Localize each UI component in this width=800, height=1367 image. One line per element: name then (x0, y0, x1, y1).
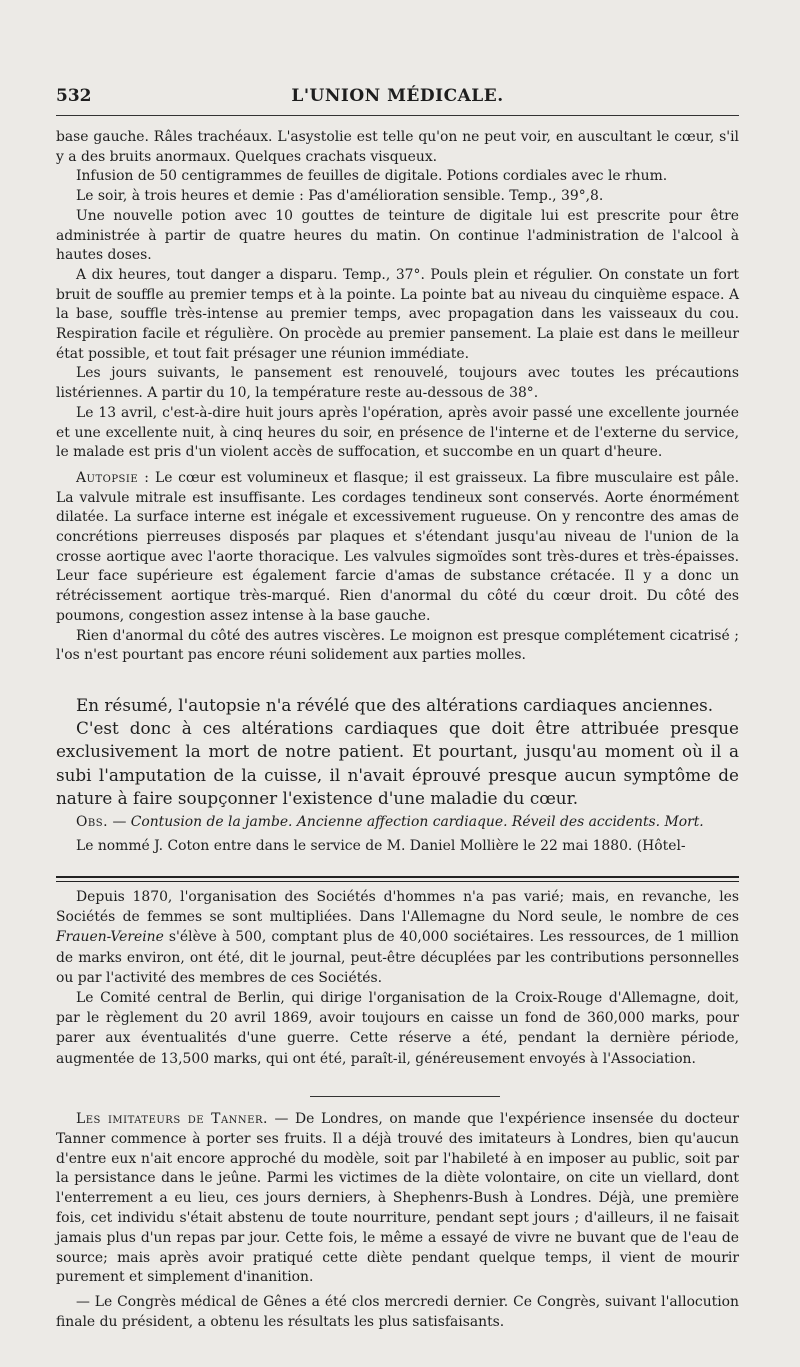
paragraph: A dix heures, tout danger a disparu. Temp., 37°. Pouls plein et régulier. On constate un fort bruit de souffle au premier temps et à la pointe. La pointe bat au niveau du cinquième espace. A la base, souffle très-intense au premier temps, avec propagation dans les vaisseaux du cou. Respiration facile et régulière. On procède au premier pansement. La plaie est dans le meilleur état possible, et tout fait présager une réunion immédiate. (56, 266, 739, 362)
paragraph: Une nouvelle potion avec 10 gouttes de teinture de digitale lui est prescrite pour être administrée à partir de quatre heures du matin. On continue l'administration de l'alcool à hautes doses. (56, 207, 739, 264)
text-span: Depuis 1870, l'organisation des Sociétés d'hommes n'a pas varié; mais, en revanche, les Sociétés de femmes se sont multipliées. Dans l'Allemagne du Nord seule, le nombre de ces (56, 889, 739, 926)
observation-heading (56, 813, 739, 833)
header-rule (56, 115, 739, 116)
paragraph: base gauche. Râles trachéaux. L'asystolie est telle qu'on ne peut voir, en auscultant le cœur, s'il y a des bruits anormaux. Quelques crachats visqueux. (56, 129, 739, 165)
news-text: — De Londres, on mande que l'expérience insensée du docteur Tanner commence à porter ses fruits. Il a déjà trouvé des imitateurs à Londres, bien qu'aucun d'entre eux n'ait encore approché du modèle, soit par l'habileté à en imposer au public, soit par la persistance dans le jeûne. Parmi les victimes de la diète volontaire, on cite un viellard, dont l'enterrement a eu lieu, ces jours derniers, à Shephenrs-Bush à Londres. Déjà, une première fois, cet individu s'était abstenu de toute nourriture, pendant sept jours ; d'ailleurs, il ne faisait jamais plus d'un repas par jour. Cette fois, le même a essayé de vivre ne buvant que de l'eau de source; mais après avoir pratiqué cette diète pendant quelque temps, il vient de mourir purement et simplement d'inanition. (56, 1111, 739, 1286)
news-paragraph: — Le Congrès médical de Gênes a été clos mercredi dernier. Ce Congrès, suivant l'allocution finale du président, a obtenu les résultats les plus satisfaisants. (56, 1294, 739, 1330)
news-paragraph (56, 1110, 739, 1288)
news-label: Les imitateurs de Tanner. (76, 1111, 268, 1127)
observation (56, 813, 739, 856)
summary-paragraph: En résumé, l'autopsie n'a révélé que des altérations cardiaques anciennes. (76, 695, 714, 715)
autopsy-label: Autopsie : (76, 469, 150, 486)
summary-paragraph: C'est donc à ces altérations cardiaques que doit être attribuée presque exclusivement la mort de notre patient. Et pourtant, jusqu'au moment où il a subi l'amputation de la cuisse, il n'avait éprouvé presque aucun symptôme de nature à faire soupçonner l'existence d'une maladie du cœur. (56, 718, 739, 808)
feuilleton-paragraph: Le Comité central de Berlin, qui dirige l'organisation de la Croix-Rouge d'Allemagne, doit, par le règlement du 20 avril 1869, avoir toujours en caisse un fond de 360,000 marks, pour parer aux éventualités d'une guerre. Cette réserve a été, pendant la dernière période, augmentée de 13,500 marks, qui ont été, paraît-il, généreusement envoyés à l'Association. (56, 990, 739, 1067)
obs-title: Contusion de la jambe. Ancienne affection cardiaque. Réveil des accidents. Mort. (130, 814, 704, 830)
paragraph: Infusion de 50 centigrammes de feuilles de digitale. Potions cordiales avec le rhum. (76, 168, 668, 185)
running-title: L'UNION MÉDICALE. (291, 86, 504, 106)
section-rule (310, 1096, 500, 1097)
italic-term: Frauen-Vereine (56, 929, 164, 946)
obs-dash: — (112, 814, 127, 830)
feuilleton-rule (56, 876, 739, 882)
page-number: 532 (56, 86, 92, 106)
case-report (56, 128, 739, 666)
page-header (56, 86, 739, 108)
summary (56, 694, 739, 810)
obs-label: Obs. (76, 814, 109, 830)
news-items (56, 1110, 739, 1333)
observation-text: Le nommé J. Coton entre dans le service de M. Daniel Mollière le 22 mai 1880. (Hôtel- (76, 837, 686, 854)
paragraph: Rien d'anormal du côté des autres viscères. Le moignon est presque complétement cicatrisé ; l'os n'est pourtant pas encore réuni solidement aux parties molles. (56, 627, 739, 664)
paragraph: Les jours suivants, le pansement est renouvelé, toujours avec toutes les précautions listériennes. A partir du 10, la température reste au-dessous de 38°. (56, 365, 739, 402)
text-span: s'élève à 500, comptant plus de 40,000 sociétaires. Les ressources, de 1 million de marks environ, ont été, dit le journal, peut-être décuplées par les contributions personnelles ou par l'activité des membres de ces Sociétés. (56, 929, 739, 986)
autopsy-paragraph (56, 469, 739, 627)
paragraph: Le soir, à trois heures et demie : Pas d'amélioration sensible. Temp., 39°,8. (76, 188, 604, 205)
feuilleton-paragraph (56, 887, 739, 988)
feuilleton (56, 887, 739, 1069)
paragraph: Le 13 avril, c'est-à-dire huit jours après l'opération, après avoir passé une excellente journée et une excellente nuit, à cinq heures du soir, en présence de l'interne et de l'externe du service, le malade est pris d'un violent accès de suffocation, et succombe en un quart d'heure. (56, 404, 739, 461)
autopsy-text: Le cœur est volumineux et flasque; il est graisseux. La fibre musculaire est pâle. La valvule mitrale est insuffisante. Les cordages tendineux sont conservés. Aorte énormément dilatée. La surface interne est inégale et excessivement rugueuse. On y rencontre des amas de concrétions pierreuses disposés par plaques et s'étendant jusqu'au niveau de l'union de la crosse aortique avec l'aorte thoracique. Les valvules sigmoïdes sont très-dures et très-épaisses. Leur face supérieure est également farcie d'amas de substance crétacée. Il y a donc un rétrécissement aortique très-marqué. Rien d'anormal du côté du cœur droit. Du côté des poumons, congestion assez intense à la base gauche. (56, 469, 739, 624)
